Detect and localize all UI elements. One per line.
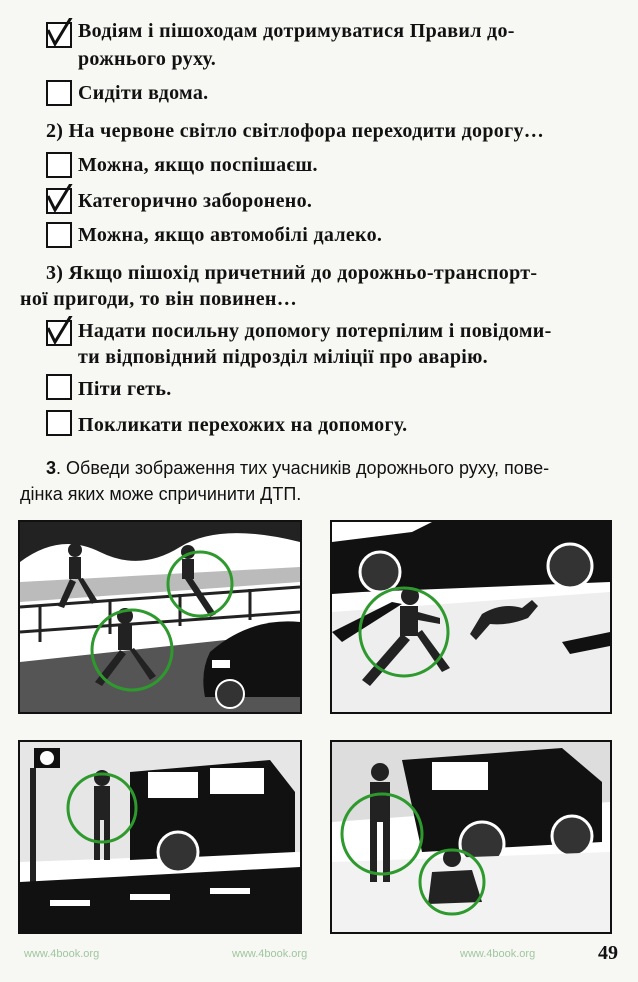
watermark-2: www.4book.org (232, 948, 308, 960)
q3-option-2-checkbox[interactable] (46, 374, 72, 400)
watermark-3: www.4book.org (460, 948, 536, 960)
q2-option-1-checkbox[interactable] (46, 152, 72, 178)
q2-option-1-label: Можна, якщо поспішаєш. (78, 154, 318, 176)
q1-option-2-checkbox[interactable] (46, 80, 72, 106)
illustration-kids-near-car[interactable] (330, 740, 612, 934)
q3-question-line-1: 3) Якщо пішохід причетний до дорожньо-транспорт- (46, 262, 538, 284)
illustration-girl-behind-car[interactable] (18, 740, 302, 934)
page-number: 49 (598, 942, 618, 964)
q3-option-3-label: Покликати перехожих на допомогу. (78, 414, 408, 436)
q1-option-1-line-1: Водіям і пішоходам дотримуватися Правил до- (78, 20, 515, 42)
watermark-1: www.4book.org (24, 948, 100, 960)
q1-option-1-checkbox[interactable] (46, 22, 72, 48)
checkmark-icon (45, 316, 75, 346)
q1-option-2-label: Сидіти вдома. (78, 82, 209, 104)
checkmark-icon (45, 18, 75, 48)
q3-question-line-2: ної пригоди, то він повинен… (20, 288, 298, 310)
task3-number: 3 (46, 458, 57, 478)
q3-option-1-checkbox[interactable] (46, 320, 72, 346)
task3-line-1 (46, 458, 549, 479)
q3-option-1-line-1: Надати посильну допомогу потерпілим і повідоми- (78, 320, 552, 342)
illustration-crossing-road[interactable] (18, 520, 302, 714)
q1-option-1-line-2: рожнього руху. (78, 48, 217, 70)
q2-option-3-checkbox[interactable] (46, 222, 72, 248)
q3-option-2-label: Піти геть. (78, 378, 172, 400)
q3-option-3-checkbox[interactable] (46, 410, 72, 436)
illustration-boy-and-dog[interactable] (330, 520, 612, 714)
q2-option-2-checkbox[interactable] (46, 188, 72, 214)
task3-text-1: . Обведи зображення тих учасників дорожнього руху, пове- (56, 458, 550, 478)
q2-option-3-label: Можна, якщо автомобілі далеко. (78, 224, 383, 246)
q3-option-1-line-2: ти відповідний підрозділ міліції про аварію. (78, 346, 488, 368)
checkmark-icon (45, 184, 75, 214)
q2-question: 2) На червоне світло світлофора переходити дорогу… (46, 120, 545, 142)
q2-option-2-label: Категорично заборонено. (78, 190, 313, 212)
task3-line-2: дінка яких може спричинити ДТП. (20, 484, 302, 504)
